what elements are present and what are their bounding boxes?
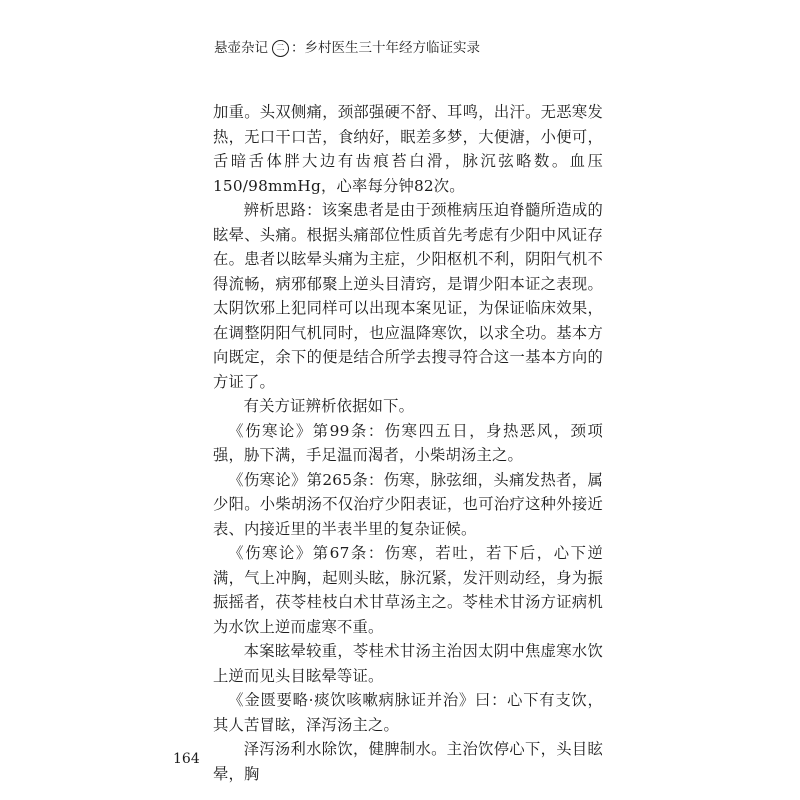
- book-title: 悬壶杂记: [214, 40, 268, 56]
- volume-badge: 二: [272, 40, 289, 57]
- body-paragraph: 《伤寒论》第67条：伤寒，若吐，若下后，心下逆满，气上冲胸，起则头眩，脉沉紧，发汗则动经，身为振振摇者，茯苓桂枝白术甘草汤主之。苓桂术甘汤方证病机为水饮上逆而虚寒不重。: [213, 544, 603, 636]
- page-body: [213, 100, 603, 786]
- body-paragraph: 泽泻汤利水除饮，健脾制水。主治饮停心下，头目眩晕，胸: [213, 740, 603, 783]
- body-paragraph: 加重。头双侧痛，颈部强硬不舒、耳鸣，出汗。无恶寒发热，无口干口苦，食纳好，眠差多梦，大便溏，小便可，舌暗舌体胖大边有齿痕苔白滑，脉沉弦略数。血压150/98mmHg，心率每分钟82次。: [213, 103, 603, 195]
- body-paragraph: 《伤寒论》第99条：伤寒四五日，身热恶风，颈项强，胁下满，手足温而渴者，小柴胡汤主之。: [213, 421, 603, 464]
- book-subtitle: 乡村医生三十年经方临证实录: [304, 40, 480, 56]
- page-number: 164: [173, 751, 200, 767]
- body-paragraph: 本案眩晕较重，苓桂术甘汤主治因太阴中焦虚寒水饮上逆而见头目眩晕等证。: [213, 642, 603, 685]
- body-paragraph: 《伤寒论》第265条：伤寒，脉弦细，头痛发热者，属少阳。小柴胡汤不仅治疗少阳表证，也可治疗这种外接近表、内接近里的半表半里的复杂证候。: [213, 470, 603, 538]
- body-paragraph: 《金匮要略·痰饮咳嗽病脉证并治》曰：心下有支饮，其人苦冒眩，泽泻汤主之。: [213, 691, 603, 734]
- header-separator: ：: [291, 40, 305, 56]
- body-paragraph: 辨析思路：该案患者是由于颈椎病压迫脊髓所造成的眩晕、头痛。根据头痛部位性质首先考虑有少阳中风证存在。患者以眩晕头痛为主症，少阳枢机不利，阴阳气机不得流畅，病邪郁聚上逆头目清窍，是谓少阳本证之表现。太阴饮邪上犯同样可以出现本案见证，为保证临床效果，在调整阴阳气机同时，也应温降寒饮，以求全功。基本方向既定，余下的便是结合所学去搜寻符合这一基本方向的方证了。: [213, 201, 603, 391]
- running-header: [214, 38, 614, 58]
- body-paragraph: 有关方证辨析依据如下。: [243, 397, 415, 415]
